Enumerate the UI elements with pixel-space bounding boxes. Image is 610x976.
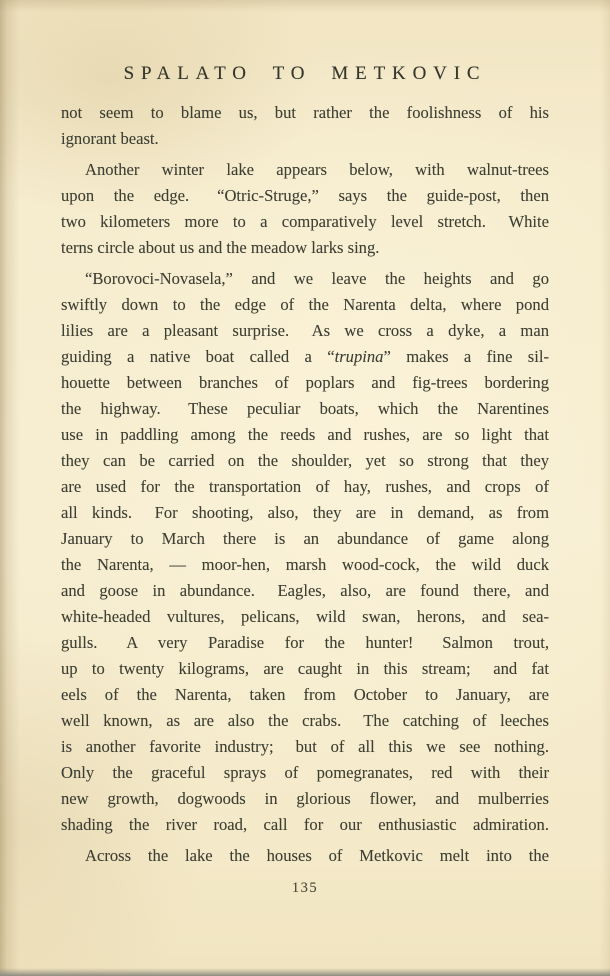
text-line: “Borovoci-Novasela,” and we leave the heights and go [85, 269, 549, 288]
text-line: ignorant beast. [61, 129, 159, 148]
paragraph [61, 100, 549, 152]
text-line: Only the graceful sprays of pomegranates, red with their [61, 763, 549, 782]
text-line: Another winter lake appears below, with walnut-trees [85, 160, 549, 179]
text-line: is another favorite industry; but of all this we see nothing. [61, 737, 549, 756]
paragraph [61, 157, 549, 261]
text-line: they can be carried on the shoulder, yet so strong that they [61, 451, 549, 470]
text-line: lilies are a pleasant surprise. As we cross a dyke, a man [61, 321, 549, 340]
scan-bottom-edge [0, 968, 610, 976]
page-right-shadow [600, 0, 610, 976]
page-number: 135 [291, 880, 319, 896]
text-line: Across the lake the houses of Metkovic melt into the [85, 846, 549, 865]
text-line: all kinds. For shooting, also, they are in demand, as from [61, 503, 549, 522]
text-line: terns circle about us and the meadow larks sing. [61, 238, 380, 257]
text-line: the Narenta, — moor-hen, marsh wood-cock, the wild duck [61, 555, 549, 574]
text-line: and goose in abundance. Eagles, also, are found there, and [61, 581, 549, 600]
text-line: gulls. A very Paradise for the hunter! Salmon trout, [61, 633, 549, 652]
text-line: are used for the transportation of hay, rushes, and crops of [61, 477, 549, 496]
page-top-shadow [0, 0, 610, 12]
paragraph [61, 266, 549, 838]
text-block [61, 100, 549, 869]
text-line: up to twenty kilograms, are caught in this stream; and fat [61, 659, 549, 678]
text-line: shading the river road, call for our enthusiastic admiration. [61, 815, 549, 834]
text-line: not seem to blame us, but rather the foolishness of his [61, 103, 549, 122]
text-line: guiding a native boat called a “trupina” makes a fine sil- [61, 347, 549, 366]
text-line: new growth, dogwoods in glorious flower, and mulberries [61, 789, 549, 808]
text-line: houette between branches of poplars and fig-trees bordering [61, 373, 549, 392]
paragraph [61, 843, 549, 869]
text-line: use in paddling among the reeds and rushes, are so light that [61, 425, 549, 444]
text-line: upon the edge. “Otric-Struge,” says the guide-post, then [61, 186, 549, 205]
text-line: swiftly down to the edge of the Narenta delta, where pond [61, 295, 549, 314]
page-left-shadow [0, 0, 20, 976]
text-line: the highway. These peculiar boats, which the Narentines [61, 399, 549, 418]
running-header: SPALATO TO METKOVIC [123, 63, 487, 84]
text-line: January to March there is an abundance of game along [61, 529, 549, 548]
text-line: well known, as are also the crabs. The catching of leeches [61, 711, 549, 730]
text-line: two kilometers more to a comparatively level stretch. White [61, 212, 549, 231]
text-line: white-headed vultures, pelicans, wild swan, herons, and sea- [61, 607, 549, 626]
text-line: eels of the Narenta, taken from October to January, are [61, 685, 549, 704]
